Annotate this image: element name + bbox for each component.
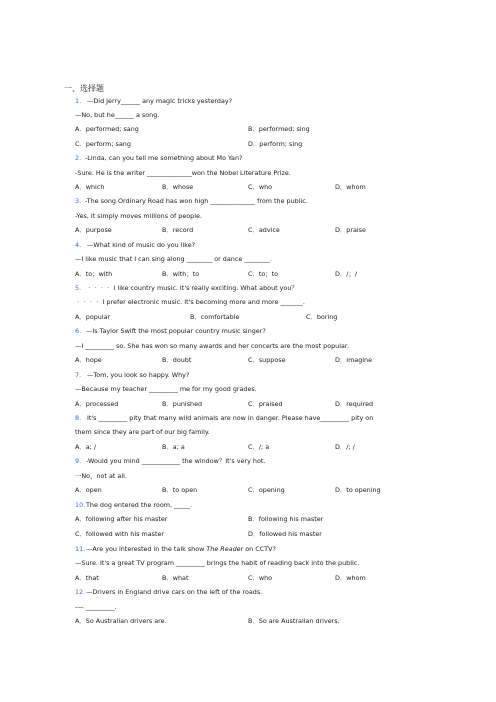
option-a[interactable]: A．that [75, 574, 99, 582]
question-4-reply: —I like music that I can sing along ________ or dance ________. [75, 255, 272, 263]
question-number: 4. [75, 241, 82, 249]
option-a[interactable]: A．to；with [75, 270, 113, 278]
option-d[interactable]: D．to opening [335, 486, 381, 494]
question-number: 3. [75, 197, 82, 205]
question-number: 8. [75, 414, 82, 422]
option-d[interactable]: D．imagine [335, 356, 373, 364]
option-b[interactable]: B．performed; sing [248, 125, 310, 133]
option-a[interactable]: A．hope [75, 356, 102, 364]
option-c[interactable]: C．suppose [248, 356, 286, 364]
option-c[interactable]: C．praised [248, 400, 283, 408]
question-text: I like country music. It's really exciting. What about you？ [111, 284, 298, 292]
question-8-continuation: them since they are part of our big family. [75, 428, 210, 436]
option-a[interactable]: A．which [75, 183, 105, 191]
option-b[interactable]: B．following his master [248, 515, 324, 523]
question-7-reply: —Because my teacher _________ me for my good grades. [75, 385, 257, 393]
question-3-reply: -Yes, it simply moves millions of people. [75, 212, 202, 220]
option-c[interactable]: C．who [248, 183, 273, 191]
question-text: -Would you mind ____________ the window？It's very hot. [86, 457, 266, 465]
question-number: 11. [75, 545, 86, 553]
option-a[interactable]: A．So Australian drivers are. [75, 617, 167, 625]
option-d[interactable]: D．required [335, 400, 374, 408]
option-d[interactable]: D．/；/ [335, 270, 358, 278]
question-5-reply: I prefer electronic music. It's becoming more and more _______. [100, 298, 305, 306]
question-6-reply: —I _________ so. She has won so many awards and her concerts are the most popular. [75, 342, 350, 350]
question-text: It's _________ pity that many wild animals are now in danger. Please have_________ pity on [87, 414, 374, 422]
question-number: 7. [75, 371, 82, 379]
option-b[interactable]: B．to open [162, 486, 198, 494]
question-9-reply: 一No，not at all. [75, 472, 127, 480]
question-text: —Is Taylor Swift the most popular country music singer? [86, 327, 266, 335]
option-d[interactable]: D．followed his master [248, 530, 322, 538]
option-b[interactable]: B．So are Australian drivers. [248, 617, 340, 625]
option-b[interactable]: B．punished [162, 400, 203, 408]
option-d[interactable]: D．whom [335, 574, 366, 582]
question-number: 10. [75, 501, 86, 509]
option-a[interactable]: A．a; / [75, 443, 97, 451]
option-b[interactable]: B．what [162, 574, 189, 582]
option-a[interactable]: A．open [75, 486, 102, 494]
question-text-end: on CCTV? [243, 545, 276, 553]
option-c[interactable]: C．followed with his master [75, 530, 165, 538]
option-b[interactable]: B．comfortable [190, 313, 240, 321]
option-c[interactable]: C．advice [248, 226, 280, 234]
question-text: The dog entered the room, _____. [86, 501, 193, 509]
question-number: 2. [75, 154, 82, 162]
option-d[interactable]: D．/; / [335, 443, 355, 451]
option-c[interactable]: C．who [248, 574, 273, 582]
option-c[interactable]: C．boring [306, 313, 338, 321]
question-2-reply: -Sure. He is the writer ______________won the Nobel Literature Prize. [75, 169, 291, 177]
option-b[interactable]: B．record [162, 226, 194, 234]
option-c[interactable]: C．perform; sang [75, 140, 131, 148]
question-number: 5. [75, 284, 82, 292]
program-title: The Reader [206, 545, 244, 553]
speaker-marker: ・・・・ [86, 284, 112, 292]
question-11-reply: —Sure. It's a great TV program _________ brings the habit of reading back into the public. [75, 559, 360, 567]
option-a[interactable]: A．performed; sang [75, 125, 139, 133]
option-b[interactable]: B．with；to [162, 270, 200, 278]
question-text: —Are you interested in the talk show [86, 545, 207, 553]
question-text: —Did Jerry______ any magic tricks yesterday? [87, 97, 233, 105]
question-text: -The song Ordinary Road has won high ______________ from the public. [85, 197, 308, 205]
option-b[interactable]: B．whose [162, 183, 194, 191]
option-b[interactable]: B．doubt [162, 356, 192, 364]
option-a[interactable]: A．purpose [75, 226, 112, 234]
option-c[interactable]: C．/; a [248, 443, 270, 451]
option-a[interactable]: A．following after his master [75, 515, 168, 523]
question-12-reply: -— _________. [75, 603, 117, 611]
question-number: 1. [75, 97, 82, 105]
option-c[interactable]: C．to；to [248, 270, 279, 278]
option-a[interactable]: A．popular [75, 313, 111, 321]
section-title: 一、选择题 [64, 84, 104, 93]
option-d[interactable]: D．whom [335, 183, 366, 191]
question-number: 9. [75, 457, 82, 465]
option-b[interactable]: B．a; a [162, 443, 185, 451]
option-d[interactable]: D．perform; sing [248, 140, 303, 148]
option-d[interactable]: D．praise [335, 226, 366, 234]
option-a[interactable]: A．processed [75, 400, 119, 408]
question-text: —Tom, you look so happy. Why? [87, 371, 190, 379]
speaker-marker: ・・・・ [75, 298, 101, 306]
question-text: —Drivers in England drive cars on the left of the roads. [86, 588, 263, 596]
question-text: -Linda, can you tell me something about Mo Yan? [85, 154, 243, 162]
question-1-reply: —No, but he______ a song. [75, 111, 160, 119]
option-c[interactable]: C．opening [248, 486, 285, 494]
question-number: 12. [75, 588, 86, 596]
question-text: —What kind of music do you like? [87, 241, 196, 249]
question-number: 6. [75, 327, 82, 335]
